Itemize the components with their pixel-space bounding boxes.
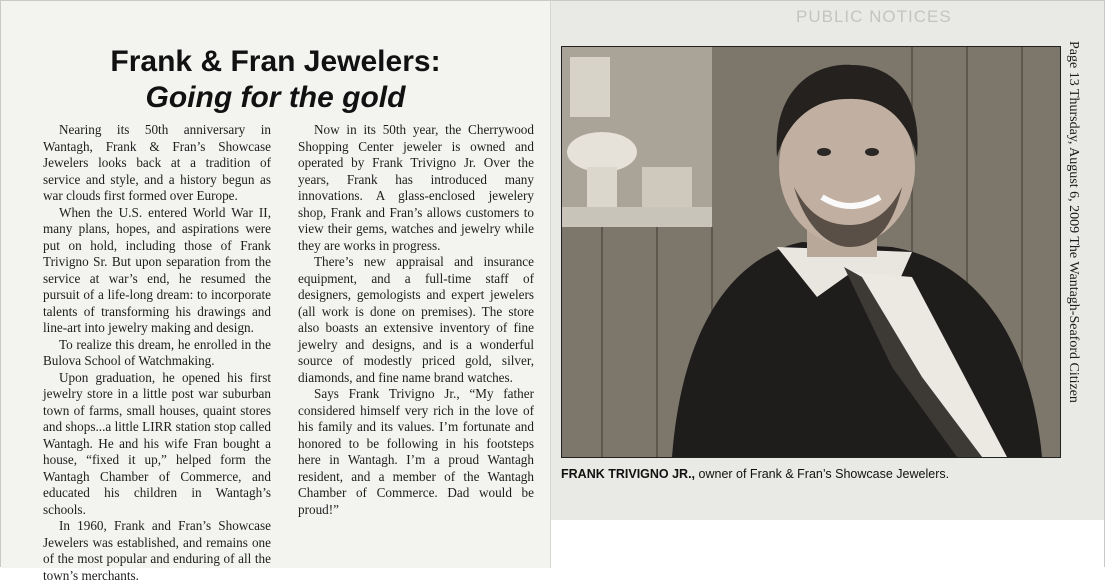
article-headline: Frank & Fran Jewelers: — [110, 45, 441, 78]
paragraph: Nearing its 50th anniversary in Wantagh, Frank & Fran’s Showcase Jewelers looks back at a tradition of service and style, and a history begun as war clouds first formed over Europe. — [43, 122, 271, 203]
paragraph: Upon graduation, he opened his first jewelry store in a little post war suburban town of farms, small houses, quaint stores and shops...a little LIRR station stop called Wantagh. He and his wife Fran bought a house, “fixed it up,” helped form the Wantagh Chamber of Commerce, and educated his children in Wantagh’s schools. — [43, 369, 271, 517]
portrait-photo — [561, 46, 1061, 458]
article-subhead: Going for the gold — [145, 81, 406, 114]
paragraph: To realize this dream, he enrolled in the Bulova School of Watchmaking. — [43, 336, 271, 368]
article-text-column-1 — [43, 122, 271, 584]
photo-column — [551, 1, 1104, 568]
blank-area — [551, 520, 1104, 568]
paragraph: Now in its 50th year, the Cherrywood Shopping Center jeweler is owned and operated by Frank Trivigno Jr. Over the years, Frank has introduced many innovations. A glass-enclosed jewelery shop, Frank and Fran’s allows customers to view their gems, watches and jewelry while they are works in progress. — [298, 122, 534, 253]
article-text-column-2 — [298, 122, 534, 518]
folio-publication: The Wantagh-Seaford Citizen — [1066, 236, 1081, 403]
article-column — [1, 1, 551, 583]
paragraph: When the U.S. entered World War II, many plans, hopes, and aspirations were put on hold, including those of Frank Trivigno Sr. But upon separation from the service at war’s end, he resumed the pursuit of a life-long dream: to incorporate talents of transforming his drawings and line-art into jewelry making and design. — [43, 204, 271, 335]
bleed-through-masthead: PUBLIC NOTICES — [796, 7, 952, 26]
folio-text — [1065, 41, 1081, 403]
paragraph: There’s new appraisal and insurance equipment, and a full-time staff of designers, gemologists and expert jewelers (all work is done on premises). The store also boasts an extensive inventory of fine jewelry and designs, and is a wonderful source of modestly priced gold, silver, diamonds, and fine name brand watches. — [298, 254, 534, 385]
folio-page: Page 13 — [1066, 41, 1081, 86]
caption-text: owner of Frank & Fran’s Showcase Jewelers. — [695, 467, 950, 481]
photo-caption — [561, 467, 1059, 481]
paragraph: In 1960, Frank and Fran’s Showcase Jewelers was established, and remains one of the most popular and enduring of all the town’s merchants. — [43, 518, 271, 583]
caption-name: FRANK TRIVIGNO JR., — [561, 467, 696, 481]
portrait-illustration — [562, 47, 1060, 457]
page-folio — [1063, 41, 1083, 481]
folio-date: Thursday, August 6, 2009 — [1066, 88, 1081, 234]
paragraph: Says Frank Trivigno Jr., “My father considered himself very rich in the love of his family and its values. I’m fortunate and honored to be following in his footsteps here in Wantagh. I’m a proud Wantagh resident, and a member of the Wantagh Chamber of Commerce. Dad would be proud!” — [298, 386, 534, 517]
